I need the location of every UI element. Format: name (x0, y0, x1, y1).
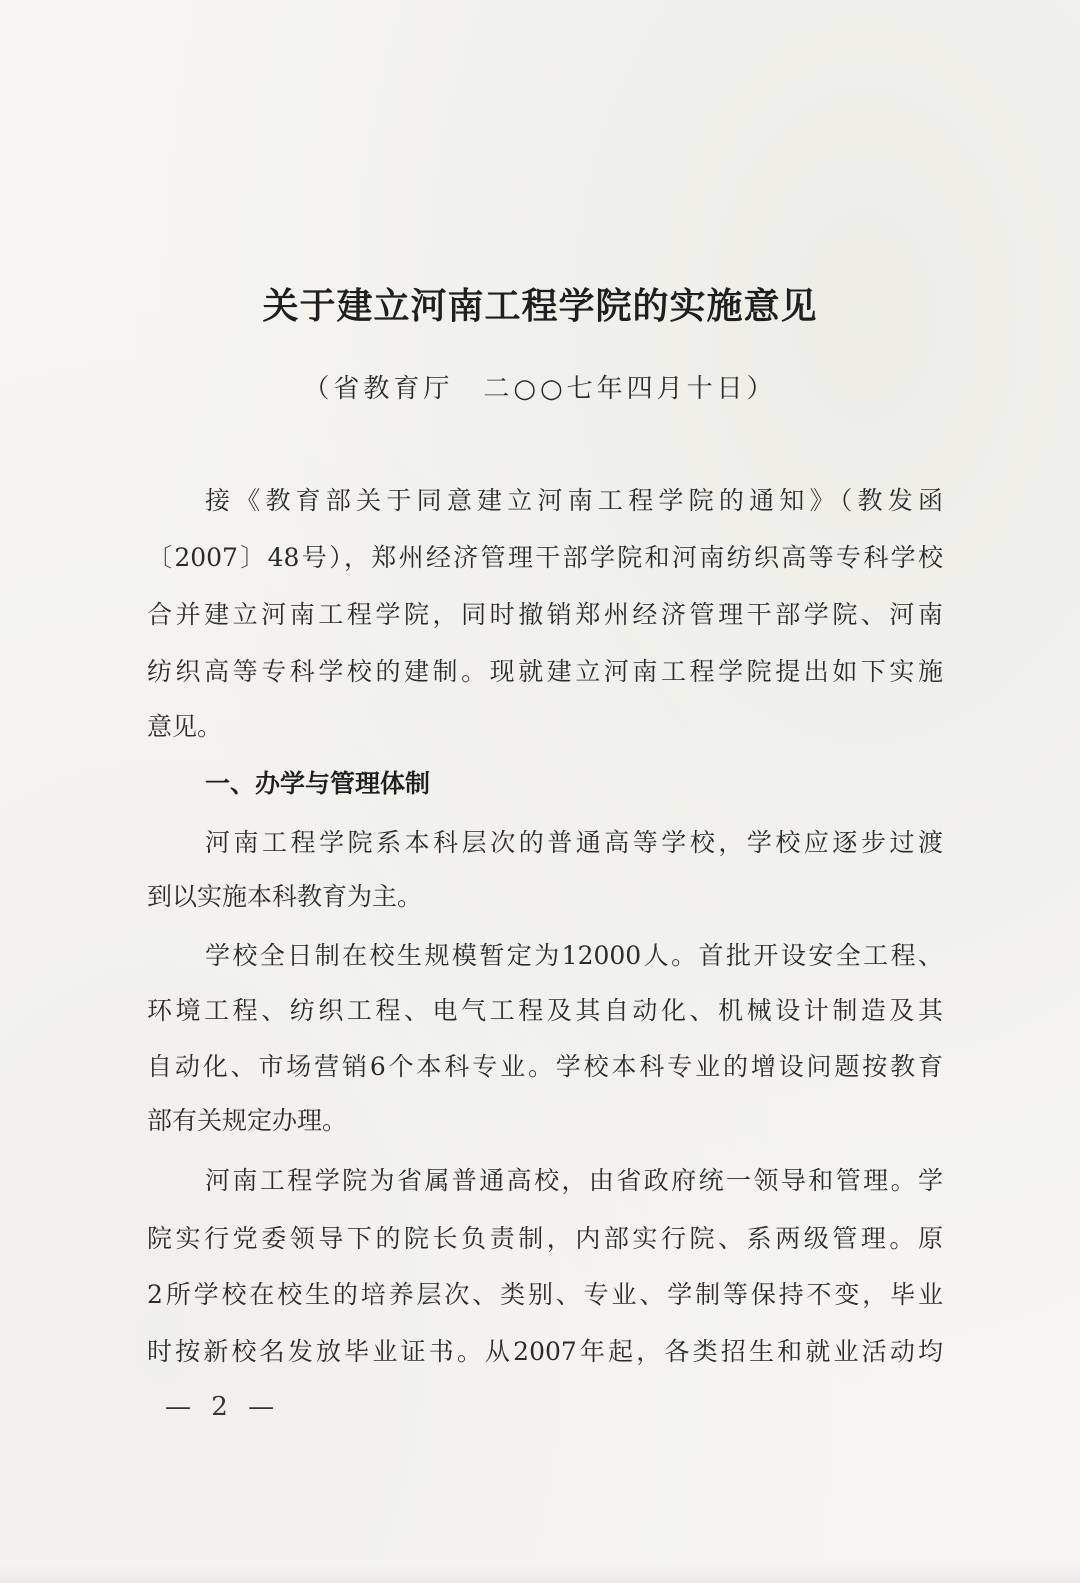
paragraph-line: 2所学校在校生的培养层次、类别、专业、学制等保持不变，毕业 (147, 1280, 943, 1309)
document-title: 关于建立河南工程学院的实施意见 (262, 286, 818, 327)
paragraph-line: 〔2007〕48号），郑州经济管理干部学院和河南纺织高等专科学校 (147, 543, 943, 572)
paragraph-line: 学校全日制在校生规模暂定为12000人。首批开设安全工程、 (205, 941, 943, 970)
document-subtitle: （省教育厅 二○○七年四月十日） (303, 374, 777, 404)
page-bottom-edge (0, 1560, 1080, 1583)
paragraph-line: 纺织高等专科学校的建制。现就建立河南工程学院提出如下实施 (147, 657, 943, 686)
paragraph-line: 合并建立河南工程学院，同时撤销郑州经济管理干部学院、河南 (147, 600, 943, 629)
paragraph-line: 环境工程、纺织工程、电气工程及其自动化、机械设计制造及其 (147, 996, 943, 1025)
paragraph-line: 部有关规定办理。 (147, 1106, 348, 1135)
paragraph-line: 河南工程学院为省属普通高校，由省政府统一领导和管理。学 (205, 1166, 943, 1195)
paragraph-line: 到以实施本科教育为主。 (147, 882, 423, 911)
paragraph-line: 院实行党委领导下的院长负责制，内部实行院、系两级管理。原 (147, 1224, 943, 1253)
section-heading: 一、办学与管理体制 (205, 769, 431, 798)
page-number: — 2 — (165, 1392, 281, 1422)
paragraph-line: 时按新校名发放毕业证书。从2007年起，各类招生和就业活动均 (147, 1337, 943, 1366)
paragraph-line: 接《教育部关于同意建立河南工程学院的通知》（教发函 (205, 486, 943, 515)
paragraph-line: 自动化、市场营销6个本科专业。学校本科专业的增设问题按教育 (147, 1052, 943, 1081)
paragraph-line: 意见。 (147, 712, 223, 741)
paragraph-line: 河南工程学院系本科层次的普通高等学校，学校应逐步过渡 (205, 828, 943, 857)
